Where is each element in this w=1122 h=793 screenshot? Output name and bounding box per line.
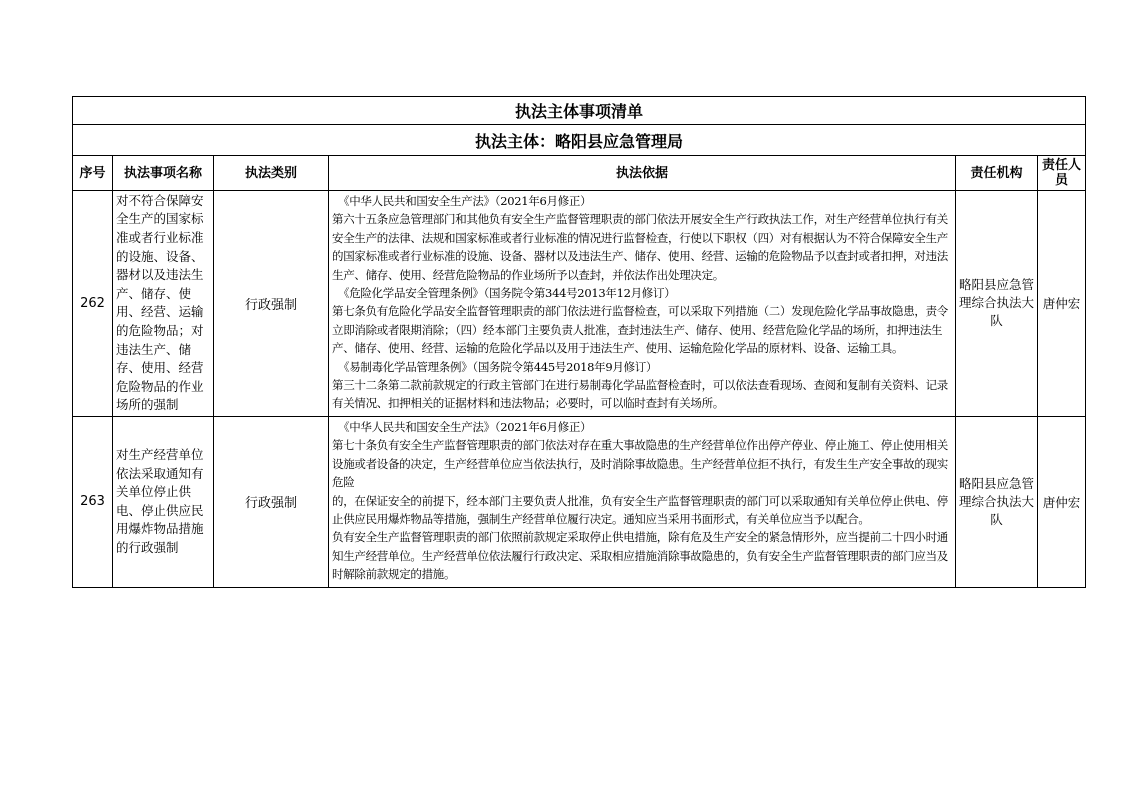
basis-law-title: 《中华人民共和国安全生产法》（2021年6月修正） <box>338 194 592 208</box>
header-row <box>73 156 1086 191</box>
basis-law-title: 《危险化学品安全管理条例》（国务院令第344号2013年12月修订） <box>338 286 676 301</box>
row-item-name: 对生产经营单位依法采取通知有关单位停止供电、停止供应民用爆炸物品措施的行政强制 <box>113 416 214 587</box>
basis-article: 第六十五条应急管理部门和其他负有安全生产监督管理职责的部门依法开展安全生产行政执法工作，对生产经营单位执行有关安全生产的法律、法规和国家标准或者行业标准的情况进行监督检查，行使以下职权（四）对有根据认为不符合保障安全生产的国家标准或者行业标准的设施、设备、器材以及违法生产、储存、使用、经营、运输的危险物品予以查封或者扣押，对违法生产、储存、使用、经营危险物品的作业场所予以查封，并依法作出处理决定。 <box>332 212 948 282</box>
table-row <box>73 416 1086 587</box>
row-responsible-org: 略阳县应急管理综合执法大队 <box>956 191 1038 417</box>
header-legal-basis: 执法依据 <box>329 156 956 191</box>
basis-law-title: 《易制毒化学品管理条例》（国务院令第445号2018年9月修订） <box>338 359 658 374</box>
basis-article: 的，在保证安全的前提下，经本部门主要负责人批准，负有安全生产监督管理职责的部门可以采取通知有关单位停止供电、停止供应民用爆炸物品等措施，强制生产经营单位履行决定。通知应当采用书面形式，有关单位应当予以配合。 <box>332 493 948 526</box>
header-seq: 序号 <box>73 156 113 191</box>
header-category: 执法类别 <box>214 156 329 191</box>
table-row <box>73 191 1086 417</box>
row-responsible-person: 唐仲宏 <box>1038 416 1086 587</box>
basis-article: 第三十二条第二款前款规定的行政主管部门在进行易制毒化学品监督检查时，可以依法查看现场、查阅和复制有关资料、记录有关情况、扣押相关的证据材料和违法物品；必要时，可以临时查封有关场所。 <box>332 378 948 411</box>
row-item-name: 对不符合保障安全生产的国家标准或者行业标准的设施、设备、器材以及违法生产、储存、使用、经营、运输的危险物品；对违法生产、储存、使用、经营危险物品的作业场所的强制 <box>113 191 214 417</box>
header-responsible-person: 责任人员 <box>1038 156 1086 191</box>
row-seq: 263 <box>73 416 113 587</box>
header-responsible-org: 责任机构 <box>956 156 1038 191</box>
basis-article: 第七条负有危险化学品安全监督管理职责的部门依法进行监督检查，可以采取下列措施（二）发现危险化学品事故隐患，责令立即消除或者限期消除；（四）经本部门主要负责人批准，查封违法生产、储存、使用、经营危险化学品的场所，扣押违法生产、储存、使用、经营、运输的危险化学品以及用于违法生产、使用、运输危险化学品的原材料、设备、运输工具。 <box>332 304 948 356</box>
basis-law-title: 《中华人民共和国安全生产法》（2021年6月修正） <box>338 419 592 434</box>
row-legal-basis <box>329 191 956 417</box>
row-legal-basis <box>329 416 956 587</box>
row-responsible-org: 略阳县应急管理综合执法大队 <box>956 416 1038 587</box>
enforcement-items-table <box>72 96 1086 588</box>
enforcement-subject-title: 执法主体：略阳县应急管理局 <box>73 125 1086 156</box>
table-title: 执法主体事项清单 <box>73 97 1086 125</box>
basis-article: 负有安全生产监督管理职责的部门依照前款规定采取停止供电措施，除有危及生产安全的紧急情形外，应当提前二十四小时通知生产经营单位。生产经营单位依法履行行政决定、采取相应措施消除事故隐患的，负有安全生产监督管理职责的部门应当及时解除前款规定的措施。 <box>332 530 948 582</box>
row-responsible-person: 唐仲宏 <box>1038 191 1086 417</box>
header-item-name: 执法事项名称 <box>113 156 214 191</box>
row-category: 行政强制 <box>214 416 329 587</box>
row-seq: 262 <box>73 191 113 417</box>
basis-article: 第七十条负有安全生产监督管理职责的部门依法对存在重大事故隐患的生产经营单位作出停产停业、停止施工、停止使用相关设施或者设备的决定，生产经营单位应当依法执行，及时消除事故隐患。生产经营单位拒不执行，有发生生产安全事故的现实危险 <box>332 438 948 490</box>
row-category: 行政强制 <box>214 191 329 417</box>
